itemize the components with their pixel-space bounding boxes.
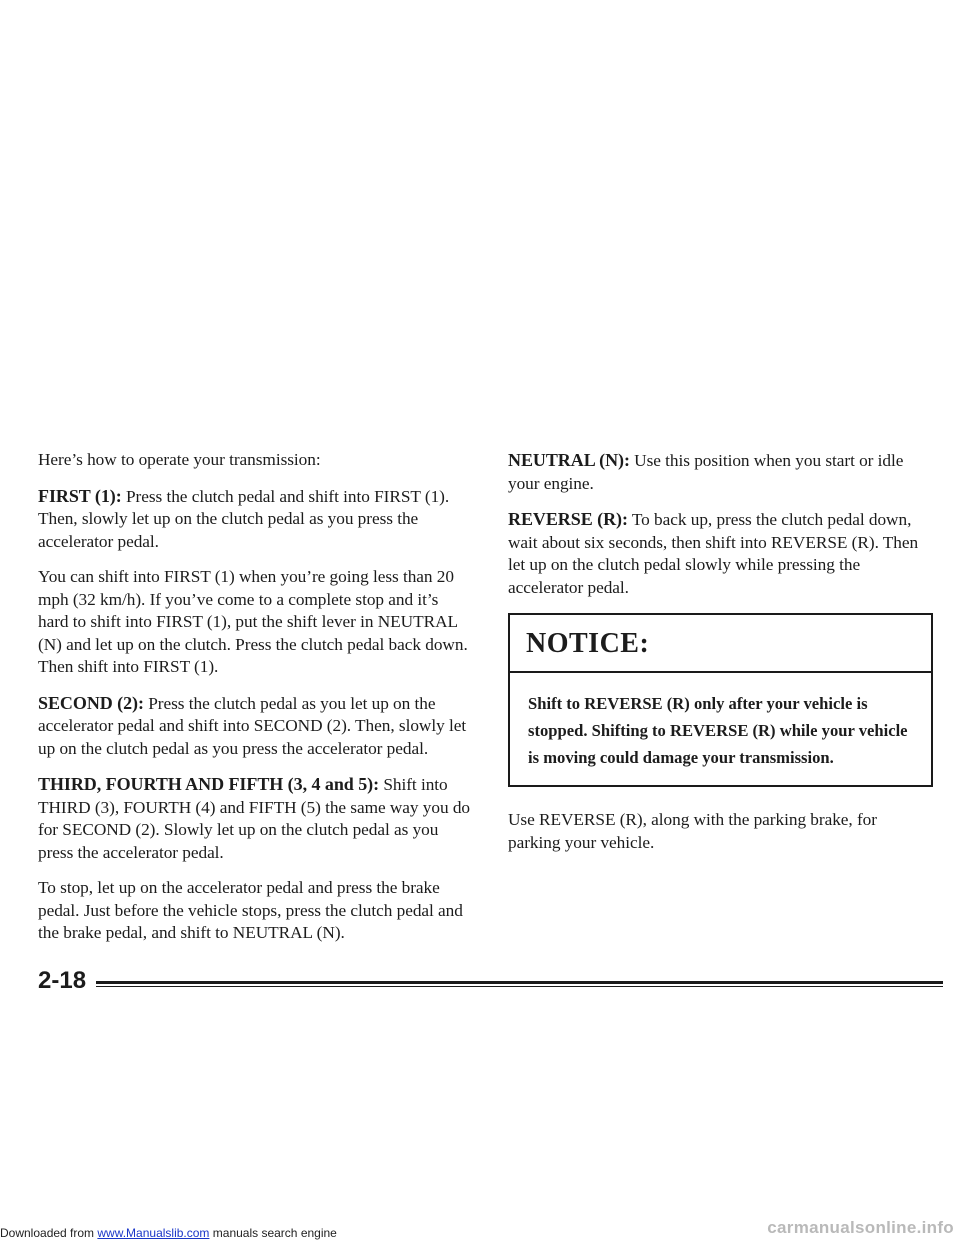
third-fourth-fifth-paragraph bbox=[38, 773, 470, 864]
right-column bbox=[508, 449, 933, 867]
footer-rule-thin bbox=[96, 986, 943, 987]
reverse-paragraph bbox=[508, 508, 933, 599]
reverse-heading: REVERSE (R): bbox=[508, 509, 628, 529]
notice-title: NOTICE: bbox=[526, 628, 650, 659]
third-fourth-fifth-heading: THIRD, FOURTH AND FIFTH (3, 4 and 5): bbox=[38, 774, 380, 794]
second-gear-paragraph bbox=[38, 692, 470, 761]
intro-paragraph: Here’s how to operate your transmission: bbox=[38, 450, 321, 469]
page-footer bbox=[38, 967, 943, 997]
watermark-prefix: Downloaded from bbox=[0, 1226, 98, 1240]
second-gear-heading: SECOND (2): bbox=[38, 692, 144, 713]
notice-box bbox=[508, 613, 933, 787]
neutral-text: Use this position when you start or idle your engine. bbox=[508, 451, 904, 493]
notice-header bbox=[510, 615, 931, 673]
neutral-heading: NEUTRAL (N): bbox=[508, 450, 630, 470]
notice-body: Shift to REVERSE (R) only after your vehicle is stopped. Shifting to REVERSE (R) while your vehicle is moving could damage your transmission. bbox=[528, 694, 908, 767]
reverse-text: To back up, press the clutch pedal down, wait about six seconds, then shift into REVERSE (R). Then let up on the clutch pedal slowly while pressing the accelerator pedal. bbox=[508, 510, 919, 597]
watermark-suffix: manuals search engine bbox=[209, 1226, 337, 1240]
third-fourth-fifth-text: Shift into THIRD (3), FOURTH (4) and FIFTH (5) the same way you do for SECOND (2). Slowly let up on the clutch pedal as you press the accelerator pedal. bbox=[38, 775, 471, 862]
stopping-paragraph: To stop, let up on the accelerator pedal and press the brake pedal. Just before the vehicle stops, press the clutch pedal and the brake pedal, and shift to NEUTRAL (N). bbox=[38, 878, 463, 942]
download-watermark bbox=[0, 1226, 337, 1240]
page-number: 2-18 bbox=[38, 967, 87, 994]
carmanualsonline-watermark: carmanualsonline.info bbox=[767, 1218, 954, 1237]
first-gear-paragraph bbox=[38, 485, 470, 554]
first-gear-details-paragraph: You can shift into FIRST (1) when you’re going less than 20 mph (32 km/h). If you’ve come to a complete stop and it’s hard to shift into FIRST (1), put the shift lever in NEUTRAL (N) and let up on the clutch. Press the clutch pedal back down. Then shift into FIRST (1). bbox=[38, 567, 468, 676]
second-gear-text: Press the clutch pedal as you let up on the accelerator pedal and shift into SECOND (2). Then, slowly let up on the clutch pedal as you press the accelerator pedal. bbox=[38, 693, 467, 758]
first-gear-text: Press the clutch pedal and shift into FIRST (1). Then, slowly let up on the clutch pedal as you press the accelerator pedal. bbox=[38, 486, 450, 551]
first-gear-heading: FIRST (1): bbox=[38, 485, 122, 506]
parking-paragraph: Use REVERSE (R), along with the parking brake, for parking your vehicle. bbox=[508, 810, 877, 852]
neutral-paragraph bbox=[508, 449, 933, 495]
manualslib-link[interactable]: www.Manualslib.com bbox=[97, 1226, 210, 1240]
left-column bbox=[38, 449, 470, 958]
footer-rule-thick bbox=[96, 981, 943, 984]
